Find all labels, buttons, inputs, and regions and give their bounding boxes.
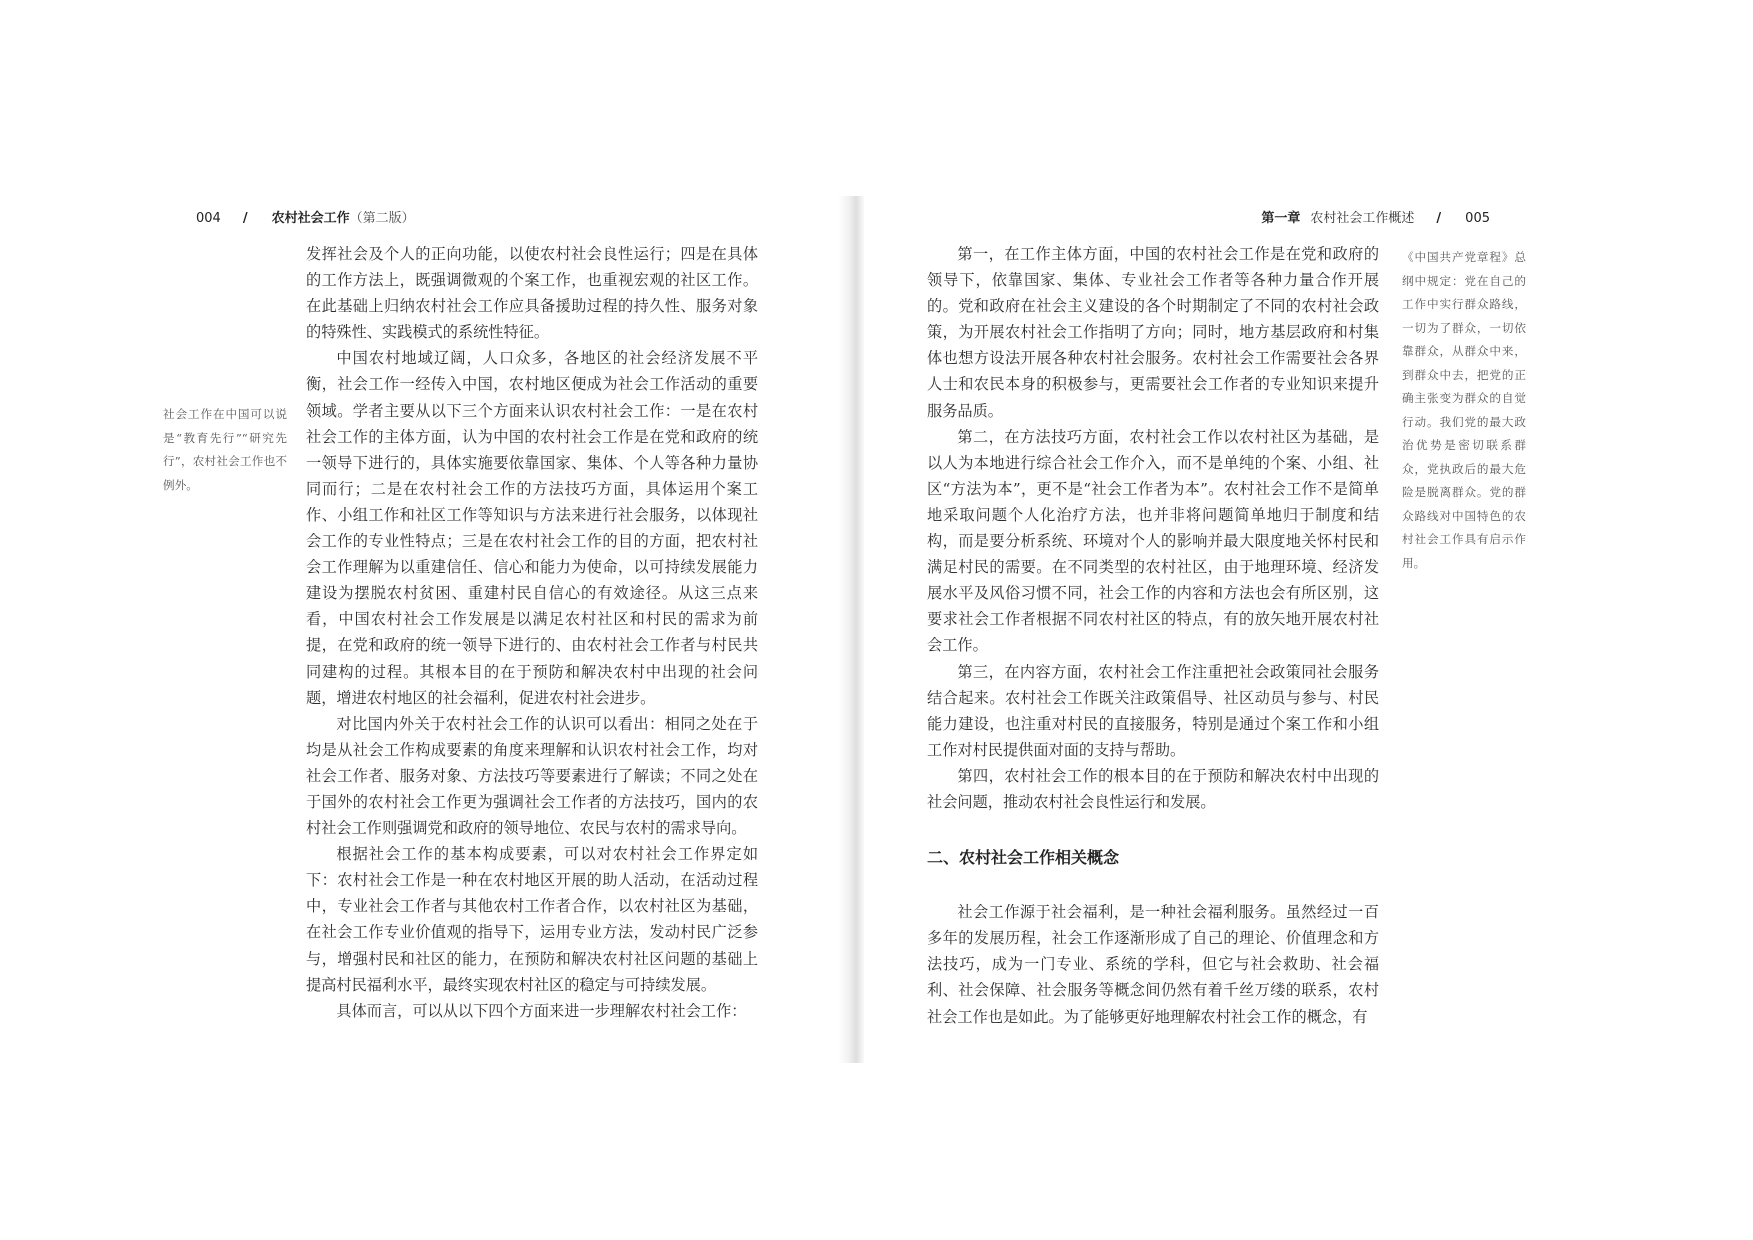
paragraph: 中国农村地域辽阔，人口众多，各地区的社会经济发展不平衡，社会工作一经传入中国，农村地区便成为社会工作活动的重要领域。学者主要从以下三个方面来认识农村社会工作：一是在农村社会工作的主体方面，认为中国的农村社会工作是在党和政府的统一领导下进行的，具体实施要依靠国家、集体、个人等各种力量协同而行；二是在农村社会工作的方法技巧方面，具体运用个案工作、小组工作和社区工作等知识与方法来进行社会服务，以体现社会工作的专业性特点；三是在农村社会工作的目的方面，把农村社会工作理解为以重建信任、信心和能力为使命，以可持续发展能力建设为摆脱农村贫困、重建村民自信心的有效途径。从这三点来看，中国农村社会工作发展是以满足农村社区和村民的需求为前提，在党和政府的统一领导下进行的、由农村社会工作者与村民共同建构的过程。其根本目的在于预防和解决农村中出现的社会问题，增进农村地区的社会福利，促进农村社会进步。 [306,349,758,707]
right-page-number: 005 [1465,211,1490,226]
chapter-label: 第一章 [1261,211,1301,226]
left-margin-note: 社会工作在中国可以说是“教育先行”“研究先行”，农村社会工作也不例外。 [163,407,287,492]
paragraph: 发挥社会及个人的正向功能，以使农村社会良性运行；四是在具体的工作方法上，既强调微观的个案工作，也重视宏观的社区工作。在此基础上归纳农村社会工作应具备援助过程的持久性、服务对象的特殊性、实践模式的系统性特征。 [306,245,758,342]
book-spine-shadow [838,196,864,1063]
chapter-title: 农村社会工作概述 [1310,211,1415,226]
right-body-text [927,241,1379,1030]
left-page-number: 004 [196,211,221,226]
section-heading: 二、农村社会工作相关概念 [927,848,1120,868]
header-separator: / [1436,211,1442,226]
right-page-header [1261,207,1490,226]
paragraph: 第二，在方法技巧方面，农村社会工作以农村社区为基础，是以人为本地进行综合社会工作介入，而不是单纯的个案、小组、社区“方法为本”，更不是“社会工作者为本”。农村社会工作不是简单地采取问题个人化治疗方法，也并非将问题简单地归于制度和结构，而是要分析系统、环境对个人的影响并最大限度地关怀村民和满足村民的需要。在不同类型的农村社区，由于地理环境、经济发展水平及风俗习惯不同，社会工作的内容和方法也会有所区别，这要求社会工作者根据不同农村社区的特点，有的放矢地开展农村社会工作。 [927,427,1379,655]
left-page-header [196,207,415,226]
right-margin-note: 《中国共产党章程》总纲中规定：党在自己的工作中实行群众路线，一切为了群众，一切依靠群众，从群众中来，到群众中去，把党的正确主张变为群众的自觉行动。我们党的最大政治优势是密切联系群众，党执政后的最大危险是脱离群众。党的群众路线对中国特色的农村社会工作具有启示作用。 [1402,250,1526,570]
book-title: 农村社会工作 [271,211,350,226]
paragraph: 第四，农村社会工作的根本目的在于预防和解决农村中出现的社会问题，推动农村社会良性运行和发展。 [927,766,1379,811]
paragraph: 第三，在内容方面，农村社会工作注重把社会政策同社会服务结合起来。农村社会工作既关注政策倡导、社区动员与参与、村民能力建设，也注重对村民的直接服务，特别是通过个案工作和小组工作对村民提供面对面的支持与帮助。 [927,662,1379,759]
left-body-text [306,241,758,1024]
header-separator: / [242,211,248,226]
paragraph: 具体而言，可以从以下四个方面来进一步理解农村社会工作： [336,1001,747,1020]
paragraph: 社会工作源于社会福利，是一种社会福利服务。虽然经过一百多年的发展历程，社会工作逐渐形成了自己的理论、价值理念和方法技巧，成为一门专业、系统的学科，但它与社会救助、社会福利、社会保障、社会服务等概念间仍然有着千丝万缕的联系，农村社会工作也是如此。为了能够更好地理解农村社会工作的概念，有 [927,903,1379,1026]
book-edition: （第二版） [349,211,415,226]
paragraph: 第一，在工作主体方面，中国的农村社会工作是在党和政府的领导下，依靠国家、集体、专业社会工作者等各种力量合作开展的。党和政府在社会主义建设的各个时期制定了不同的农村社会政策，为开展农村社会工作指明了方向；同时，地方基层政府和村集体也想方设法开展各种农村社会服务。农村社会工作需要社会各界人士和农民本身的积极参与，更需要社会工作者的专业知识来提升服务品质。 [927,245,1379,420]
paragraph: 对比国内外关于农村社会工作的认识可以看出：相同之处在于均是从社会工作构成要素的角度来理解和认识农村社会工作，均对社会工作者、服务对象、方法技巧等要素进行了解读；不同之处在于国外的农村社会工作更为强调社会工作者的方法技巧，国内的农村社会工作则强调党和政府的领导地位、农民与农村的需求导向。 [306,714,758,838]
paragraph: 根据社会工作的基本构成要素，可以对农村社会工作界定如下：农村社会工作是一种在农村地区开展的助人活动，在活动过程中，专业社会工作者与其他农村工作者合作，以农村社区为基础，在社会工作专业价值观的指导下，运用专业方法，发动村民广泛参与，增强村民和社区的能力，在预防和解决农村社区问题的基础上提高村民福利水平，最终实现农村社区的稳定与可持续发展。 [306,845,758,994]
